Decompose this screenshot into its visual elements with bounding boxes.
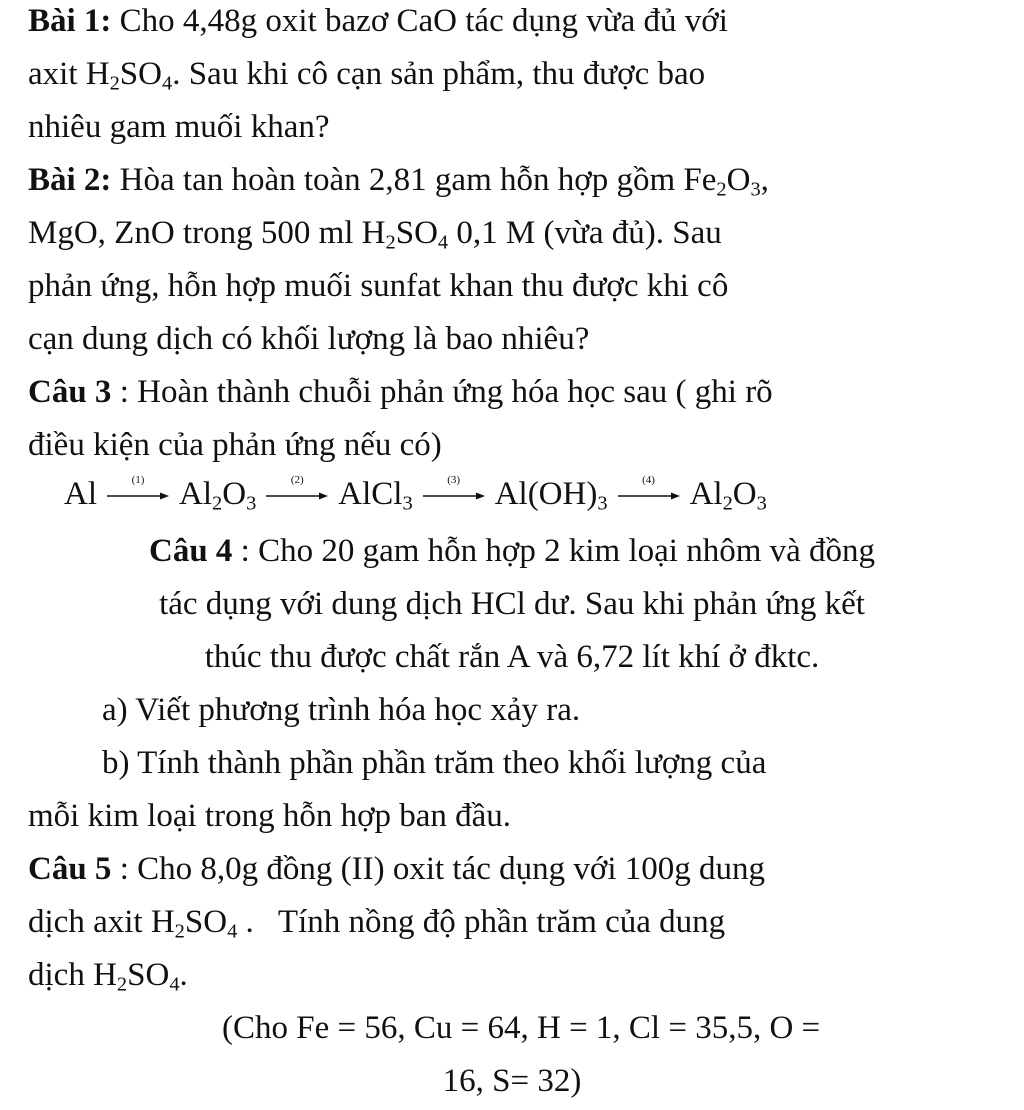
atomic-mass-note-1: (Cho Fe = 56, Cu = 64, H = 1, Cl = 35,5, O =	[222, 1010, 821, 1046]
cau4-line-3	[0, 636, 1024, 679]
cau3-text-2: điều kiện của phản ứng nếu có)	[28, 427, 442, 463]
cau4-text-1: : Cho 20 gam hỗn hợp 2 kim loại nhôm và đồng	[232, 533, 876, 569]
bai2-text-3: phản ứng, hỗn hợp muối sunfat khan thu được khi cô	[28, 268, 729, 304]
bai2-label: Bài 2:	[28, 162, 112, 198]
chem-al2o3: $Al_2O_3$	[179, 476, 257, 515]
cau5-line-3: dịch $H_2SO_4$.	[28, 954, 188, 997]
formula-fe2o3: $Fe_2O_3$	[683, 162, 761, 201]
bai1-line-3	[28, 106, 330, 149]
cau4-part-b-2: mỗi kim loại trong hỗn hợp ban đầu.	[28, 798, 512, 834]
cau5-line-2: dịch axit $H_2SO_4$ . Tính nồng độ phần trăm của dung	[28, 901, 725, 944]
cau4-label: Câu 4	[148, 533, 233, 569]
bai1-text-2b: . Sau khi cô cạn sản phẩm, thu được bao	[172, 56, 706, 92]
cau4-line-2	[0, 583, 1024, 626]
reaction-arrow-2: (2)	[266, 479, 328, 509]
bai2-text-2a: MgO, ZnO trong 500 ml	[28, 215, 362, 251]
reaction-arrow-4: (4)	[618, 479, 680, 509]
cau4-text-2: tác dụng với dung dịch HCl dư. Sau khi phản ứng kết	[159, 586, 865, 622]
cau3-line-1	[28, 371, 773, 414]
bai1-text-1: Cho 4,48g oxit bazơ CaO tác dụng vừa đủ với	[111, 3, 728, 39]
cau5-label: Câu 5	[28, 851, 112, 887]
reaction-arrow-1: (1)	[107, 479, 169, 509]
bai2-line-4	[28, 318, 589, 361]
bai1-line-1	[28, 0, 728, 43]
bai2-line-3	[28, 265, 728, 308]
cau4-line-1	[0, 530, 1024, 573]
cau3-line-2	[28, 424, 442, 467]
formula-h2so4: $H_2SO_4$	[361, 215, 449, 254]
bai1-text-2a: axit	[28, 56, 86, 92]
formula-h2so4: $H_2SO_4$	[150, 904, 238, 943]
cau4-part-a: a) Viết phương trình hóa học xảy ra.	[102, 692, 581, 728]
reaction-chain	[64, 473, 767, 516]
bai2-text-4: cạn dung dịch có khối lượng là bao nhiêu?	[28, 321, 590, 357]
cau3-text-1: : Hoàn thành chuỗi phản ứng hóa học sau ( ghi rõ	[111, 374, 773, 410]
cau5-text-1: : Cho 8,0g đồng (II) oxit tác dụng với 100g dung	[111, 851, 765, 887]
chem-al2o3-final: $Al_2O_3$	[689, 476, 767, 515]
bai2-line-2	[28, 212, 722, 255]
chem-aloh3: $Al(OH)_3$	[494, 476, 608, 515]
chem-alcl3: AlCl$_3$	[338, 476, 413, 515]
cau3-label: Câu 3	[28, 374, 112, 410]
reaction-arrow-3: (3)	[423, 479, 485, 509]
bai2-text-1: Hòa tan hoàn toàn 2,81 gam hỗn hợp gồm	[111, 162, 684, 198]
cau4-part-b-1: b) Tính thành phần phần trăm theo khối lượng của	[102, 745, 767, 781]
bai1-line-2	[28, 53, 705, 96]
bai1-text-3: nhiêu gam muối khan?	[28, 109, 330, 145]
bai1-label: Bài 1:	[28, 3, 112, 39]
atomic-mass-note-2: 16, S= 32)	[442, 1063, 582, 1099]
bai2-text-2b: 0,1 M (vừa đủ). Sau	[448, 215, 722, 251]
bai2-line-1: Bài 2: Hòa tan hoàn toàn 2,81 gam hỗn hợp gồm $Fe_2O_3$,	[28, 159, 769, 202]
cau4-text-3: thúc thu được chất rắn A và 6,72 lít khí ở đktc.	[204, 639, 820, 675]
formula-h2so4: $H_2SO_4$	[93, 957, 180, 996]
chem-al: Al	[64, 476, 97, 512]
cau5-line-1	[28, 848, 765, 891]
formula-h2so4: $H_2SO_4$	[85, 56, 173, 95]
